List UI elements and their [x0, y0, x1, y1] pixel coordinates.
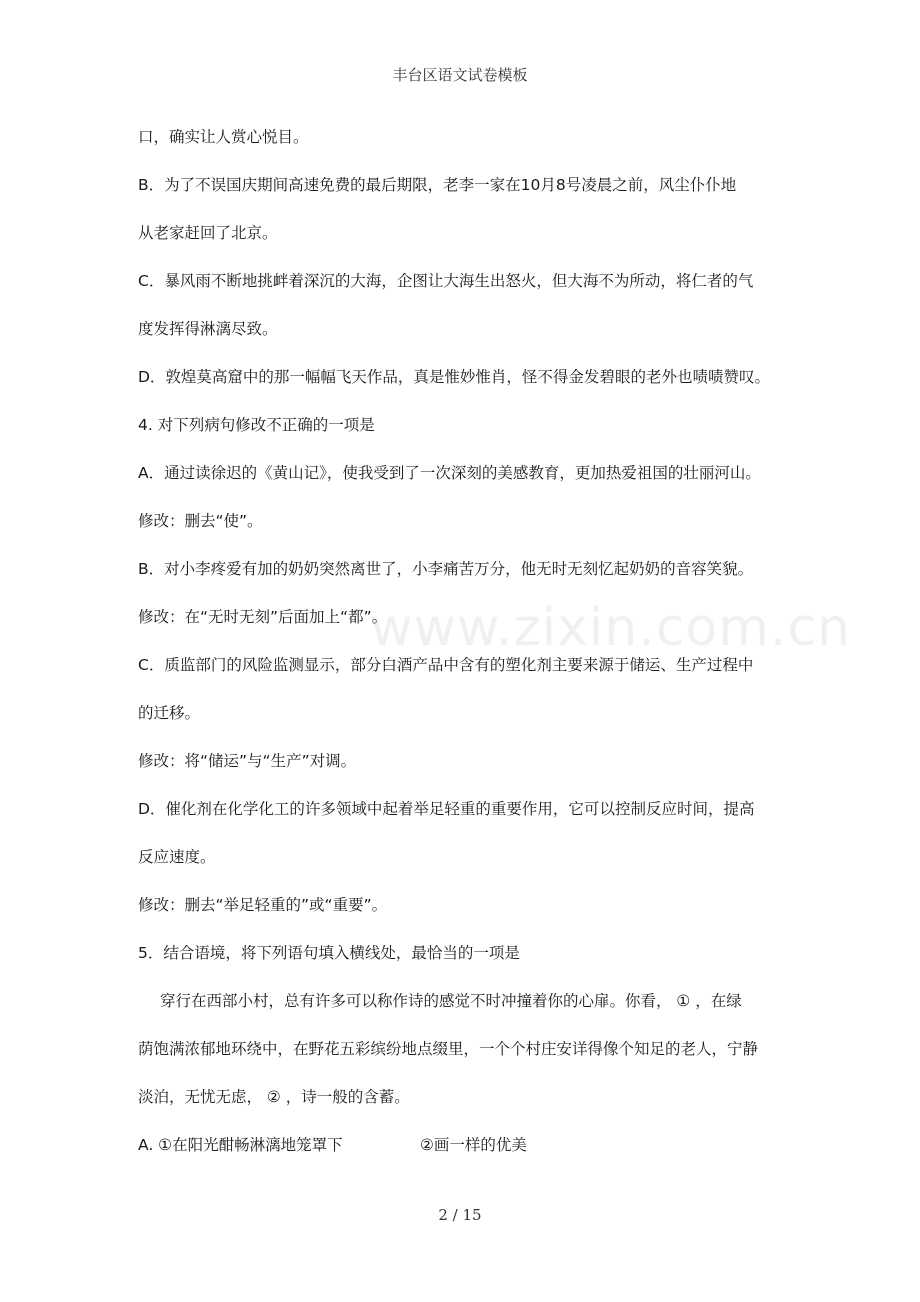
passage-line-1: 穿行在西部小村，总有许多可以称作诗的感觉不时冲撞着你的心扉。你看， ① ，在绿 — [160, 992, 742, 1010]
q4-option-c-line-1: C．质监部门的风险监测显示，部分白酒产品中含有的塑化剂主要来源于储运、生产过程中 — [138, 656, 754, 674]
q5-option-a-part-1: A. ①在阳光酣畅淋漓地笼罩下 — [138, 1136, 343, 1154]
option-b-line-2: 从老家赶回了北京。 — [138, 224, 278, 242]
option-c-line-1: C．暴风雨不断地挑衅着深沉的大海，企图让大海生出怒火，但大海不为所动，将仁者的气 — [138, 272, 754, 290]
page-number: 2 / 15 — [438, 1206, 482, 1224]
option-d-line: D．敦煌莫高窟中的那一幅幅飞天作品，真是惟妙惟肖，怪不得金发碧眼的老外也啧啧赞叹。 — [138, 368, 770, 386]
page-header: 丰台区语文试卷模板 — [392, 66, 528, 84]
q4-option-c-line-2: 的迁移。 — [138, 704, 201, 722]
text-line: 口，确实让人赏心悦目。 — [138, 128, 309, 146]
passage-line-2: 荫饱满浓郁地环绕中，在野花五彩缤纷地点缀里，一个个村庄安详得像个知足的老人，宁静 — [138, 1040, 759, 1058]
question-5-title: 5．结合语境，将下列语句填入横线处，最恰当的一项是 — [138, 944, 520, 962]
q5-option-a-part-2: ②画一样的优美 — [420, 1136, 527, 1154]
q4-option-a-fix: 修改：删去“使”。 — [138, 512, 263, 530]
q4-option-a: A．通过读徐迟的《黄山记》，使我受到了一次深刻的美感教育，更加热爱祖国的壮丽河山。 — [138, 464, 761, 482]
q4-option-d-line-2: 反应速度。 — [138, 848, 216, 866]
q4-option-d-fix: 修改：删去“举足轻重的”或“重要”。 — [138, 896, 388, 914]
option-c-line-2: 度发挥得淋漓尽致。 — [138, 320, 278, 338]
q4-option-b-fix: 修改：在“无时无刻”后面加上“都”。 — [138, 608, 388, 626]
q4-option-b: B．对小李疼爱有加的奶奶突然离世了，小李痛苦万分，他无时无刻忆起奶奶的音容笑貌。 — [138, 560, 754, 578]
q4-option-d-line-1: D．催化剂在化学化工的许多领域中起着举足轻重的重要作用，它可以控制反应时间，提高 — [138, 800, 755, 818]
q5-option-a — [138, 1130, 793, 1178]
option-b-line-1: B．为了不误国庆期间高速免费的最后期限，老李一家在10月8号凌晨之前，风尘仆仆地 — [138, 176, 737, 194]
q4-option-c-fix: 修改：将“储运”与“生产”对调。 — [138, 752, 357, 770]
document-body — [138, 122, 793, 1178]
question-4-title: 4. 对下列病句修改不正确的一项是 — [138, 416, 375, 434]
passage-line-3: 淡泊，无忧无虑， ② ，诗一般的含蓄。 — [138, 1088, 410, 1106]
watermark: www.zixin.com.cn — [370, 598, 851, 658]
